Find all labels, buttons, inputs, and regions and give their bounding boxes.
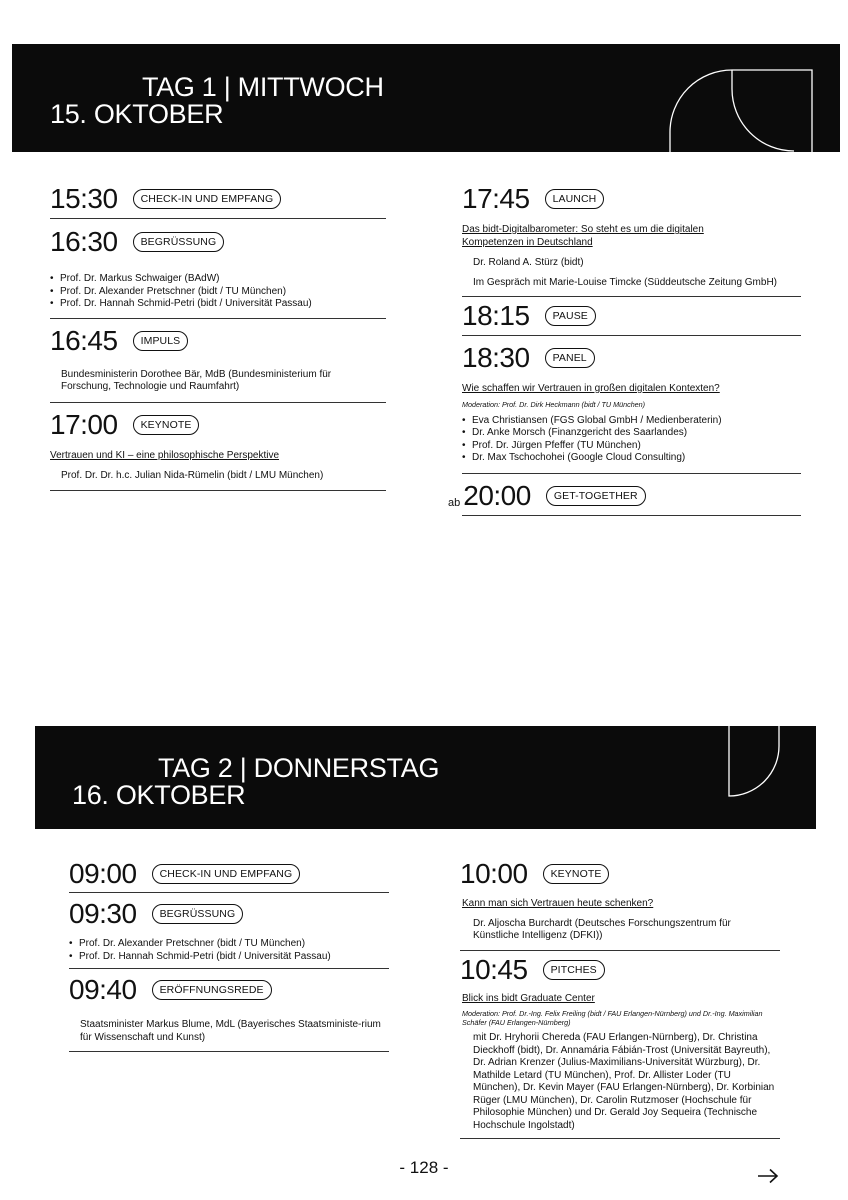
- panelist: • Dr. Anke Morsch (Finanzgericht des Saarlandes): [462, 427, 801, 440]
- divider: [50, 218, 386, 219]
- session-tag: PANEL: [545, 348, 595, 368]
- speaker: • Prof. Dr. Alexander Pretschner (bidt / TU München): [50, 286, 386, 299]
- session-speaker: Prof. Dr. Dr. h.c. Julian Nida-Rümelin (bidt / LMU München): [61, 470, 324, 481]
- day2-decor-lines: [35, 726, 816, 829]
- divider: [460, 950, 780, 951]
- session-tag: LAUNCH: [545, 189, 605, 209]
- session-time: 10:45: [460, 953, 528, 985]
- session-tag: CHECK-IN UND EMPFANG: [133, 189, 282, 209]
- time-prefix: ab: [448, 496, 461, 509]
- session-2000: [448, 477, 801, 516]
- day1-left-column: [50, 181, 386, 491]
- divider: [50, 318, 386, 319]
- speaker: • Prof. Dr. Hannah Schmid-Petri (bidt / Universität Passau): [69, 951, 389, 964]
- session-time: 18:30: [462, 342, 530, 373]
- session-time: 16:30: [50, 226, 118, 257]
- session-speaker: Bundesministerin Dorothee Bär, MdB (Bundesministerium für Forschung, Technologie und Raumfahrt): [61, 368, 332, 392]
- session-tag: PITCHES: [543, 960, 605, 980]
- session-0900: [69, 856, 389, 893]
- session-moderation: Moderation: Prof. Dr. Dirk Heckmann (bidt / TU München): [462, 399, 646, 409]
- speaker: • Prof. Dr. Alexander Pretschner (bidt / TU München): [69, 938, 389, 951]
- session-0930: [69, 896, 389, 969]
- session-1045: [460, 952, 780, 1140]
- session-time: 18:15: [462, 300, 530, 331]
- session-time: 10:00: [460, 858, 528, 889]
- session-moderation: Moderation: Prof. Dr.-Ing. Felix Freiling (bidt / FAU Erlangen-Nürnberg) und Dr.-Ing. Maximilian Schäfer (FAU Erlangen-Nürnberg): [462, 1009, 763, 1027]
- session-time: 20:00: [463, 479, 531, 511]
- session-time: 17:00: [50, 408, 118, 440]
- session-title: Das bidt-Digitalbarometer: So steht es um die digitalen Kompetenzen in Deutschland: [462, 224, 704, 248]
- divider: [69, 1051, 389, 1052]
- panelist: • Eva Christiansen (FGS Global GmbH / Medienberaterin): [462, 415, 801, 428]
- day1-date: 15. OKTOBER: [50, 99, 224, 129]
- divider: [462, 335, 801, 336]
- session-speakers: mit Dr. Hryhorii Chereda (FAU Erlangen-Nürnberg), Dr. Christina Dieckhoff (bidt), Dr. Annamária Fábián-Trost (Universität Bayreuth), Dr. Adrian Krenzer (Julius-Maximilians-Universität Würzburg), Dr. Mathilde Letard (TU München), Prof. Dr. Allister Loder (TU München), Dr. Kevin Mayer (FAU Erlangen-Nürnberg), Dr. Korbinian Rüger (LMU München), Dr. Carolin Rutzmoser (Hochschule für Philosophie München) und Dr. Gerald Joy Sequeira (Technische Hochschule Ingolstadt): [473, 1032, 775, 1131]
- session-tag: BEGRÜSSUNG: [133, 232, 225, 252]
- session-tag: GET-TOGETHER: [546, 486, 646, 506]
- session-1000: [460, 856, 780, 951]
- page-number: - 128 -: [399, 1158, 449, 1177]
- divider: [460, 1138, 780, 1139]
- session-1700: [50, 407, 386, 491]
- panelist: • Prof. Dr. Jürgen Pfeffer (TU München): [462, 440, 801, 453]
- speaker: • Prof. Dr. Hannah Schmid-Petri (bidt / Universität Passau): [50, 298, 386, 311]
- day1-title: TAG 1 | MITTWOCH: [142, 72, 384, 102]
- session-0940: [69, 972, 389, 1052]
- session-time: 09:00: [69, 858, 137, 889]
- session-title: Blick ins bidt Graduate Center: [462, 992, 595, 1004]
- day2-date: 16. OKTOBER: [72, 780, 246, 810]
- session-title: Kann man sich Vertrauen heute schenken?: [462, 898, 654, 909]
- day2-banner: [35, 726, 816, 829]
- session-speaker: Dr. Roland A. Stürz (bidt): [473, 257, 584, 268]
- session-time: 15:30: [50, 183, 118, 214]
- session-time: 09:40: [69, 974, 137, 1005]
- divider: [462, 473, 801, 474]
- session-tag: KEYNOTE: [543, 864, 610, 884]
- session-tag: BEGRÜSSUNG: [152, 904, 244, 924]
- session-1815: [448, 298, 801, 336]
- session-title: Vertrauen und KI – eine philosophische Perspektive: [50, 449, 280, 461]
- session-moderator: Im Gespräch mit Marie-Louise Timcke (Süddeutsche Zeitung GmbH): [473, 276, 777, 288]
- session-1645: [50, 323, 386, 403]
- day2-title: TAG 2 | DONNERSTAG: [158, 753, 440, 783]
- session-tag: PAUSE: [545, 306, 596, 326]
- divider: [50, 490, 386, 491]
- day1-banner: [12, 44, 840, 152]
- session-1745: [448, 181, 801, 297]
- panel-list: [462, 415, 801, 465]
- divider: [462, 515, 801, 516]
- day1-decor-lines: [12, 44, 840, 152]
- day2-left-column: [69, 856, 389, 1052]
- session-1830: [448, 340, 801, 474]
- session-time: 09:30: [69, 898, 137, 929]
- session-time: 17:45: [462, 183, 530, 214]
- session-tag: CHECK-IN UND EMPFANG: [152, 864, 301, 884]
- session-speaker: Staatsminister Markus Blume, MdL (Bayerisches Staatsministe-rium für Wissenschaft und Kunst): [80, 1019, 381, 1043]
- divider: [462, 296, 801, 297]
- session-title: Wie schaffen wir Vertrauen in großen digitalen Kontexten?: [462, 383, 720, 394]
- day1-right-column: [448, 181, 801, 516]
- arrow-right-icon[interactable]: [757, 1168, 779, 1184]
- session-1630: [50, 224, 386, 319]
- speaker-list: [69, 938, 389, 963]
- speaker: • Prof. Dr. Markus Schwaiger (BAdW): [50, 273, 386, 286]
- speaker-list: [50, 273, 386, 311]
- divider: [50, 402, 386, 403]
- day2-right-column: [460, 856, 780, 1139]
- session-tag: KEYNOTE: [133, 415, 200, 435]
- panelist: • Dr. Max Tschochohei (Google Cloud Consulting): [462, 452, 801, 465]
- session-1530: [50, 181, 386, 219]
- session-tag: ERÖFFNUNGSREDE: [152, 980, 272, 1000]
- session-tag: IMPULS: [133, 331, 189, 351]
- session-speaker: Dr. Aljoscha Burchardt (Deutsches Forschungszentrum für Künstliche Intelligenz (DFKI)): [473, 917, 731, 941]
- divider: [69, 968, 389, 969]
- session-time: 16:45: [50, 324, 118, 356]
- divider: [69, 892, 389, 893]
